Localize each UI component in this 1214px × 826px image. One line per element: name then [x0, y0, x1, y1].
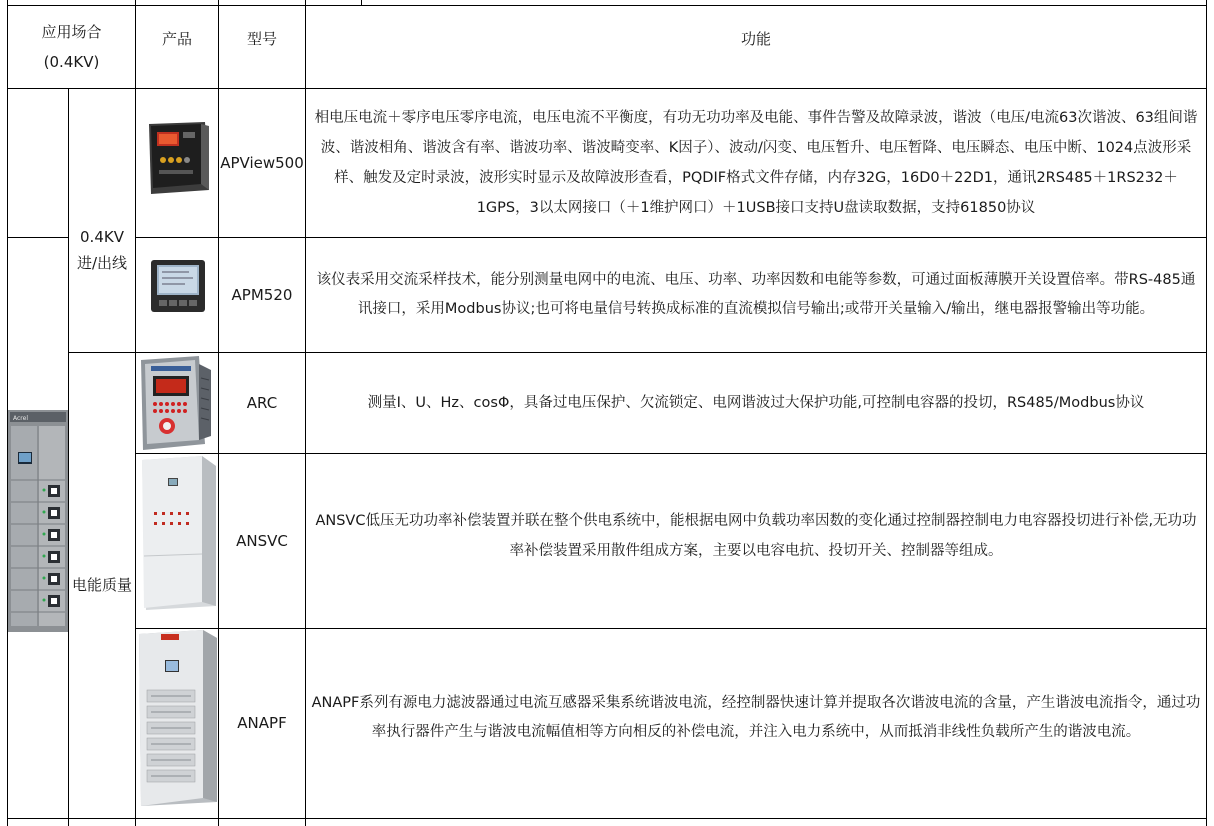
column-line-stub: [361, 0, 362, 5]
model-cell: APM520: [231, 285, 293, 304]
header-scenario: [8, 6, 135, 88]
table-border-bottom: [7, 818, 1207, 819]
group-power-quality: 电能质量: [71, 576, 132, 594]
header-model: 型号: [246, 29, 277, 48]
model-cell: ANSVC: [236, 531, 288, 550]
model-cell: ANAPF: [237, 714, 287, 732]
cabinet-logo-text: Acrel: [13, 415, 28, 422]
power-quality-analyzer-device: [143, 118, 213, 198]
svc-cabinet: [140, 456, 218, 612]
header-scenario-line1: 应用场合: [41, 23, 102, 41]
function-cell: 测量I、U、Hz、cosΦ，具备过电压保护、欠流锁定、电网谐波过大保护功能,可控制电容器的投切，RS485/Modbus协议: [367, 395, 1145, 411]
reactive-power-controller-device: [137, 354, 217, 452]
switchgear-cabinet-photo: [8, 410, 68, 632]
group-inout-line1: 0.4KV: [80, 228, 124, 246]
header-scenario-line2: (0.4KV): [43, 53, 100, 71]
multifunction-meter-device: [149, 258, 207, 314]
row-line: [7, 237, 68, 238]
header-product: 产品: [161, 29, 192, 48]
table-border-right: [1206, 0, 1207, 826]
function-cell: ANSVC低压无功功率补偿装置并联在整个供电系统中，能根据电网中负载功率因数的变化通过控制器控制电力电容器投切进行补偿,无功功率补偿装置采用散件组成方案，主要以电容电抗、投切开关、控制器等组成。: [315, 513, 1197, 559]
function-cell: 该仪表采用交流采样技术，能分别测量电网中的电流、电压、功率、功率因数和电能等参数，可通过面板薄膜开关设置倍率。带RS-485通讯接口，采用Modbus协议;也可将电量信号转换成标准的直流模拟信号输出;或带开关量输入/输出，继电器报警输出等功能。: [316, 272, 1196, 317]
model-cell: APView500: [220, 153, 304, 172]
column-line: [135, 0, 136, 826]
apf-cabinet: [137, 630, 219, 808]
function-cell: ANAPF系列有源电力滤波器通过电流互感器采集系统谐波电流，经控制器快速计算并提取各次谐波电流的含量，产生谐波电流指令，通过功率执行器件产生与谐波电流幅值相等方向相反的补偿电流，并注入电力系统中，从而抵消非线性负载所产生的谐波电流。: [311, 694, 1201, 740]
function-cell: 相电压电流＋零序电压零序电流，电压电流不平衡度，有功无功功率及电能、事件告警及故障录波，谐波（电压/电流63次谐波、63组间谐波、谐波相角、谐波含有率、谐波功率、谐波畸变率、K因子）、波动/闪变、电压暂升、电压暂降、电压瞬态、电压中断、1024点波形采样、触发及定时录波，波形实时显示及故障波形查看，PQDIF格式文件存储，内存32G，16D0＋22D1，通讯2RS485＋1RS232＋1GPS，3以太网接口（＋1维护网口）＋1USB接口支持U盘读取数据，支持61850协议: [314, 110, 1198, 216]
header-function: 功能: [740, 29, 771, 48]
group-inout-line2: 进/出线: [76, 254, 128, 272]
group-inout: [69, 88, 135, 352]
model-cell: ARC: [246, 393, 278, 412]
